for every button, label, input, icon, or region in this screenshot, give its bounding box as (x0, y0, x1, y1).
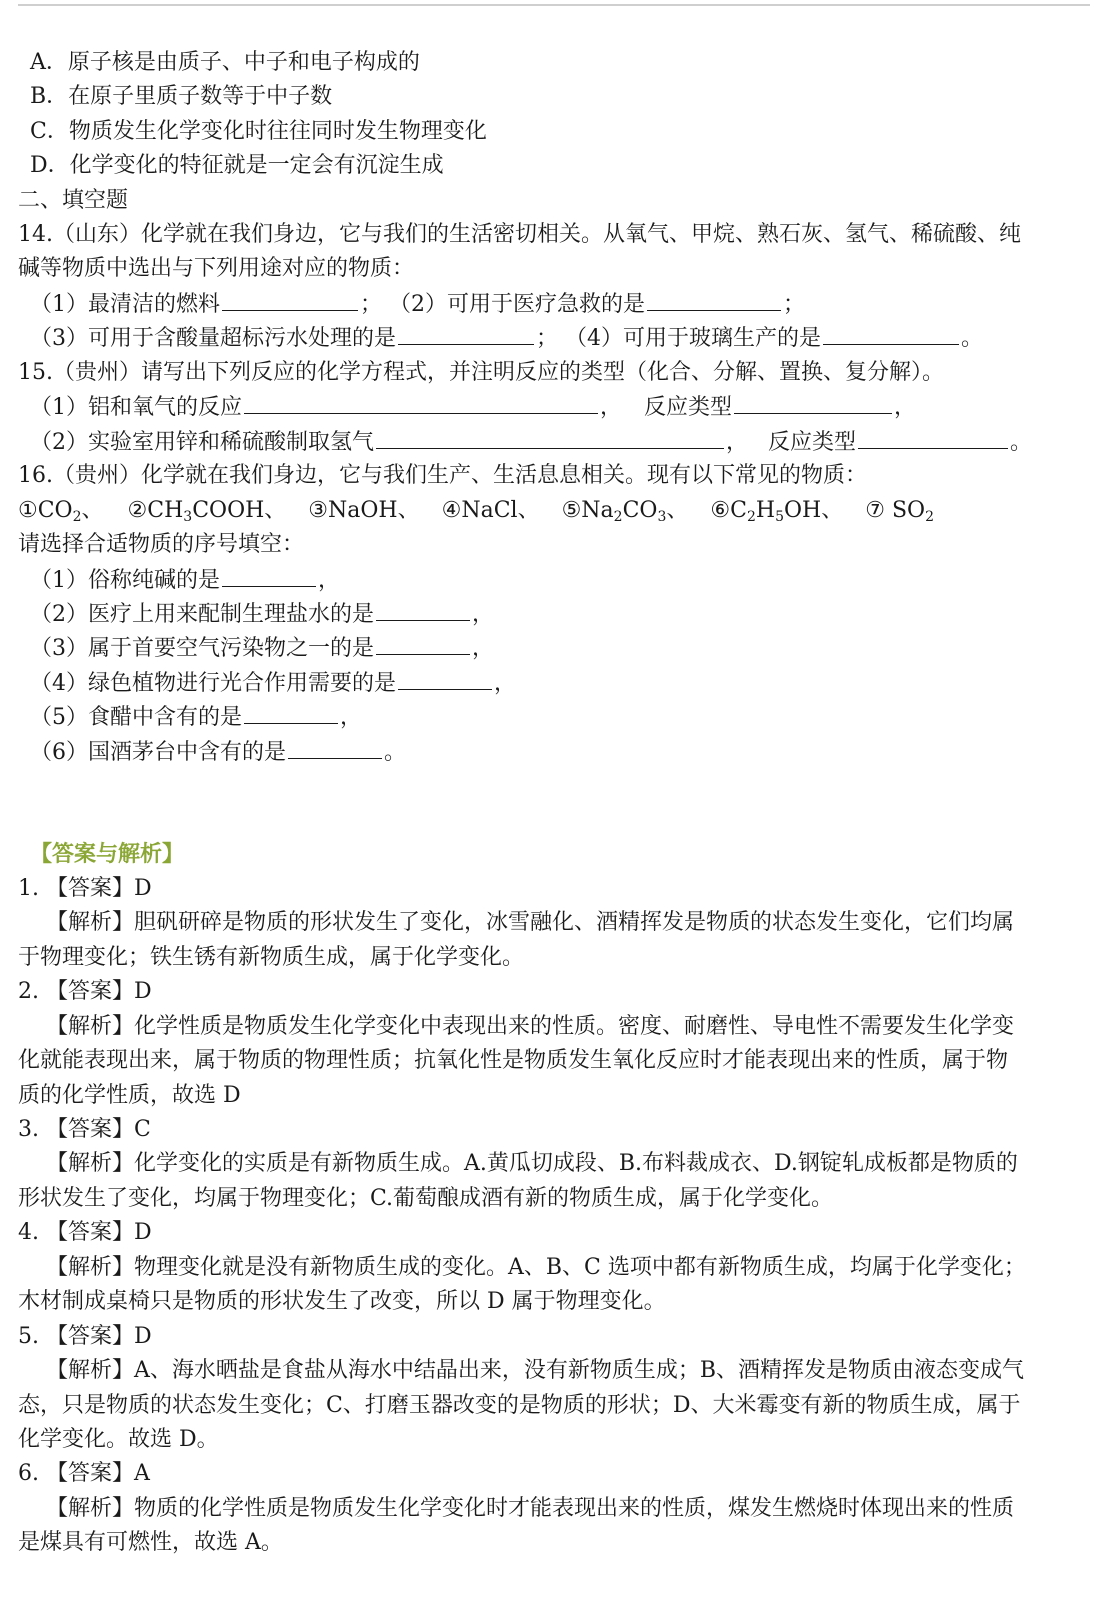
q16-row1 (0, 562, 1112, 597)
answer-6-explanation-line1: 【解析】物质的化学性质是物质发生化学变化时才能表现出来的性质，煤发生燃烧时体现出来的性质 (46, 1496, 1015, 1521)
q15-part1-type-label: 反应类型 (644, 395, 733, 420)
substance-1: $①CO_2$、 (18, 498, 104, 525)
answer-2-label: 2. 【答案】D (18, 979, 152, 1004)
q15-row1 (0, 389, 1112, 424)
q14-part1-end: ； (360, 292, 383, 317)
answer-5-explanation-line3: 化学变化。故选 D。 (18, 1427, 219, 1452)
answer-3-explanation-line2: 形状发生了变化，均属于物理变化；C.葡萄酿成酒有新的物质生成，属于化学变化。 (18, 1186, 834, 1211)
q15-part1-mid: ， (600, 395, 623, 420)
q14-part2-blank[interactable] (647, 286, 781, 311)
q16-row3 (0, 630, 1112, 665)
q16-part1-end: ， (318, 568, 341, 593)
q16-row4 (0, 665, 1112, 700)
q16-part6-end: 。 (384, 740, 407, 765)
q16-part1-text: （1）俗称纯碱的是 (30, 568, 220, 593)
q15-part2-equation-blank[interactable] (376, 424, 724, 449)
q15-part2-end: 。 (1010, 430, 1033, 455)
substance-5: $⑤Na_2CO_3$、 (561, 498, 689, 525)
q14-row1 (0, 286, 1112, 321)
q15-part2-mid: ， (726, 430, 749, 455)
q16-part5-end: ， (340, 705, 363, 730)
section-heading-fill-in: 二、填空题 (18, 188, 129, 213)
substance-7: ⑦ $SO_2$ (865, 498, 934, 525)
q14-part4-text: （4）可用于玻璃生产的是 (565, 326, 822, 351)
q16-part6-text: （6）国酒茅台中含有的是 (30, 740, 286, 765)
answer-6-label: 6. 【答案】A (18, 1461, 150, 1486)
q16-part3-end: ， (472, 636, 495, 661)
q14-part3-text: （3）可用于含酸量超标污水处理的是 (30, 326, 396, 351)
q16-substance-list (0, 493, 1112, 528)
q15-part1-text: （1）铝和氧气的反应 (30, 395, 242, 420)
q16-part4-blank[interactable] (398, 665, 492, 690)
q16-row6 (0, 734, 1112, 769)
answer-1-explanation-line1: 【解析】胆矾研碎是物质的形状发生了变化，冰雪融化、酒精挥发是物质的状态发生变化，它们均属 (46, 910, 1015, 935)
q16-part4-text: （4）绿色植物进行光合作用需要的是 (30, 671, 396, 696)
q14-part1-blank[interactable] (222, 286, 358, 311)
q15-part2-type-label: 反应类型 (768, 430, 857, 455)
answer-4-explanation-line1: 【解析】物理变化就是没有新物质生成的变化。A、B、C 选项中都有新物质生成，均属于化学变化； (46, 1255, 1026, 1280)
q16-stem: 16.（贵州）化学就在我们身边，它与我们生产、生活息息相关。现有以下常见的物质： (18, 463, 867, 488)
answers-heading: 【答案与解析】 (30, 841, 185, 867)
answer-2-explanation-line1: 【解析】化学性质是物质发生化学变化中表现出来的性质。密度、耐磨性、导电性不需要发生化学变 (46, 1014, 1015, 1039)
q14-part4-end: 。 (961, 326, 984, 351)
answer-2-explanation-line3: 质的化学性质，故选 D (18, 1083, 241, 1108)
q16-part2-end: ， (472, 602, 495, 627)
q16-row5 (0, 699, 1112, 734)
q15-part1-end: ， (894, 395, 917, 420)
answer-5-explanation-line2: 态，只是物质的状态发生变化；C、打磨玉器改变的是物质的形状；D、大米霉变有新的物质生成，属于 (18, 1393, 1021, 1418)
q15-row2 (0, 424, 1112, 459)
q14-stem-line1: 14.（山东）化学就在我们身边，它与我们的生活密切相关。从氧气、甲烷、熟石灰、氢气、稀硫酸、纯 (18, 222, 1021, 247)
q15-stem: 15.（贵州）请写出下列反应的化学方程式，并注明反应的类型（化合、分解、置换、复分解）。 (18, 360, 944, 385)
option-b: B．在原子里质子数等于中子数 (30, 84, 333, 109)
substance-6: $⑥C_2H_5OH$、 (710, 498, 844, 525)
answer-1-explanation-line2: 于物理变化；铁生锈有新物质生成，属于化学变化。 (18, 945, 525, 970)
q16-part3-blank[interactable] (376, 630, 470, 655)
q14-part1-text: （1）最清洁的燃料 (30, 292, 220, 317)
substance-2: $②CH_3COOH$、 (127, 498, 287, 525)
option-c: C．物质发生化学变化时往往同时发生物理变化 (30, 119, 487, 144)
q14-stem-line2: 碱等物质中选出与下列用途对应的物质： (18, 256, 415, 281)
answer-6-explanation-line2: 是煤具有可燃性，故选 A。 (18, 1530, 283, 1555)
q16-part1-blank[interactable] (222, 562, 316, 587)
answer-4-label: 4. 【答案】D (18, 1220, 152, 1245)
answer-1-label: 1. 【答案】D (18, 876, 152, 901)
q16-part2-text: （2）医疗上用来配制生理盐水的是 (30, 602, 374, 627)
q16-part5-text: （5）食醋中含有的是 (30, 705, 242, 730)
q15-part1-equation-blank[interactable] (244, 389, 598, 414)
q16-part3-text: （3）属于首要空气污染物之一的是 (30, 636, 374, 661)
q16-part4-end: ， (494, 671, 517, 696)
q16-part6-blank[interactable] (288, 734, 382, 759)
q16-part2-blank[interactable] (376, 596, 470, 621)
top-divider (18, 4, 1090, 6)
q14-part4-blank[interactable] (823, 320, 959, 345)
q15-part2-type-blank[interactable] (858, 424, 1008, 449)
answer-4-explanation-line2: 木材制成桌椅只是物质的形状发生了改变，所以 D 属于物理变化。 (18, 1289, 666, 1314)
option-d: D．化学变化的特征就是一定会有沉淀生成 (30, 153, 444, 178)
answer-5-explanation-line1: 【解析】A、海水晒盐是食盐从海水中结晶出来，没有新物质生成；B、酒精挥发是物质由液态变成气 (46, 1358, 1025, 1383)
q16-row2 (0, 596, 1112, 631)
q15-part2-text: （2）实验室用锌和稀硫酸制取氢气 (30, 430, 374, 455)
q15-part1-type-blank[interactable] (734, 389, 892, 414)
substance-4: ④NaCl、 (441, 498, 540, 523)
q14-part2-end: ； (783, 292, 806, 317)
q14-part2-text: （2）可用于医疗急救的是 (389, 292, 646, 317)
q16-part5-blank[interactable] (244, 699, 338, 724)
q14-row2 (0, 320, 1112, 355)
answer-2-explanation-line2: 化就能表现出来，属于物质的物理性质；抗氧化性是物质发生氧化反应时才能表现出来的性质，属于物 (18, 1048, 1009, 1073)
answer-3-explanation-line1: 【解析】化学变化的实质是有新物质生成。A.黄瓜切成段、B.布料裁成衣、D.钢锭轧成板都是物质的 (46, 1151, 1018, 1176)
option-a: A．原子核是由质子、中子和电子构成的 (30, 50, 420, 75)
q16-instruction: 请选择合适物质的序号填空： (18, 532, 305, 557)
answer-5-label: 5. 【答案】D (18, 1324, 152, 1349)
substance-3: ③NaOH、 (308, 498, 420, 523)
q14-part3-blank[interactable] (398, 320, 534, 345)
answer-3-label: 3. 【答案】C (18, 1117, 151, 1142)
q14-part3-end: ； (536, 326, 559, 351)
